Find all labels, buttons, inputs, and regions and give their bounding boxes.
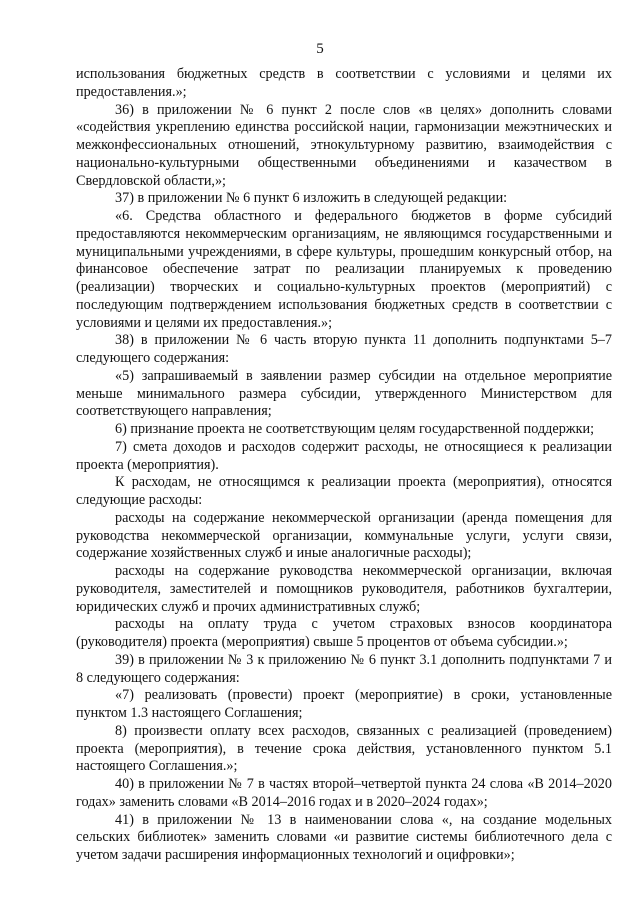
paragraph-continuation: использования бюджетных средств в соответствии с условиями и целями их предоставления.»; bbox=[76, 66, 612, 100]
paragraph-item-6-quote: «6. Средства областного и федерального бюджетов в форме субсидий предоставляются некоммерческим организациям, не являющимся государственными и муниципальными учреждениями, в сфере культуры, прошедшим конкурсный отбор, на финансовое обеспечение затрат по реализации планируемых к проведению (реализации) творческих и социально-культурных проектов (мероприятий) с последующим подтверждением использования бюджетных средств в соответствии с условиями и целями их предоставления.»; bbox=[76, 208, 612, 331]
paragraph-subitem-5: «5) запрашиваемый в заявлении размер субсидии на отдельное мероприятие меньше минимального размера субсидии, утвержденного Министерством для соответствующего направления; bbox=[76, 367, 612, 420]
paragraph-expenses-salary: расходы на оплату труда с учетом страховых взносов координатора (руководителя) проекта (мероприятия) свыше 5 процентов от объема субсидии.»; bbox=[76, 616, 612, 650]
paragraph-item-36: 36) в приложении № 6 пункт 2 после слов «в целях» дополнить словами «содействия укреплению единства российской нации, гармонизации межэтнических и межконфессиональных отношений, этнокультурному развитию, взаимодействия с национально-культурными общественными объединениями и казачеством в Свердловской области,»; bbox=[76, 101, 612, 189]
paragraph-expenses-maintenance: расходы на содержание некоммерческой организации (аренда помещения для руководства некоммерческой организации, коммунальные услуги, услуги связи, содержание хозяйственных служб и иные аналогичные расходы); bbox=[76, 509, 612, 562]
paragraph-item-40: 40) в приложении № 7 в частях второй–четвертой пункта 24 слова «В 2014–2020 годах» заменить словами «В 2014–2016 годах и в 2020–2024 годах»; bbox=[76, 776, 612, 810]
paragraph-expenses-intro: К расходам, не относящимся к реализации проекта (мероприятия), относятся следующие расходы: bbox=[76, 474, 612, 508]
document-body bbox=[76, 66, 612, 865]
paragraph-subitem-7-agreement: «7) реализовать (провести) проект (мероприятие) в сроки, установленные пунктом 1.3 настоящего Соглашения; bbox=[76, 687, 612, 721]
paragraph-item-37: 37) в приложении № 6 пункт 6 изложить в следующей редакции: bbox=[115, 190, 508, 207]
paragraph-expenses-management: расходы на содержание руководства некоммерческой организации, включая руководителя, заместителей и помощников руководителя, работников бухгалтерии, юридических служб и прочих административных служб; bbox=[76, 563, 612, 615]
paragraph-item-39: 39) в приложении № 3 к приложению № 6 пункт 3.1 дополнить подпунктами 7 и 8 следующего содержания: bbox=[76, 651, 612, 686]
paragraph-item-41: 41) в приложении № 13 в наименовании слова «, на создание модельных сельских библиотек» заменить словами «и развитие системы библиотечного дела с учетом задачи расширения информационных технологий и оцифровки»; bbox=[76, 811, 612, 863]
paragraph-item-38: 38) в приложении № 6 часть вторую пункта 11 дополнить подпунктами 5–7 следующего содержания: bbox=[76, 332, 612, 366]
paragraph-subitem-7: 7) смета доходов и расходов содержит расходы, не относящиеся к реализации проекта (мероприятия). bbox=[76, 438, 612, 473]
page-number: 5 bbox=[316, 41, 324, 57]
paragraph-subitem-6: 6) признание проекта не соответствующим целям государственной поддержки; bbox=[115, 421, 595, 437]
paragraph-subitem-8-agreement: 8) произвести оплату всех расходов, связанных с реализацией (проведением) проекта (мероприятия), в течение срока действия, установленного пунктом 5.1 настоящего Соглашения.»; bbox=[76, 722, 612, 775]
